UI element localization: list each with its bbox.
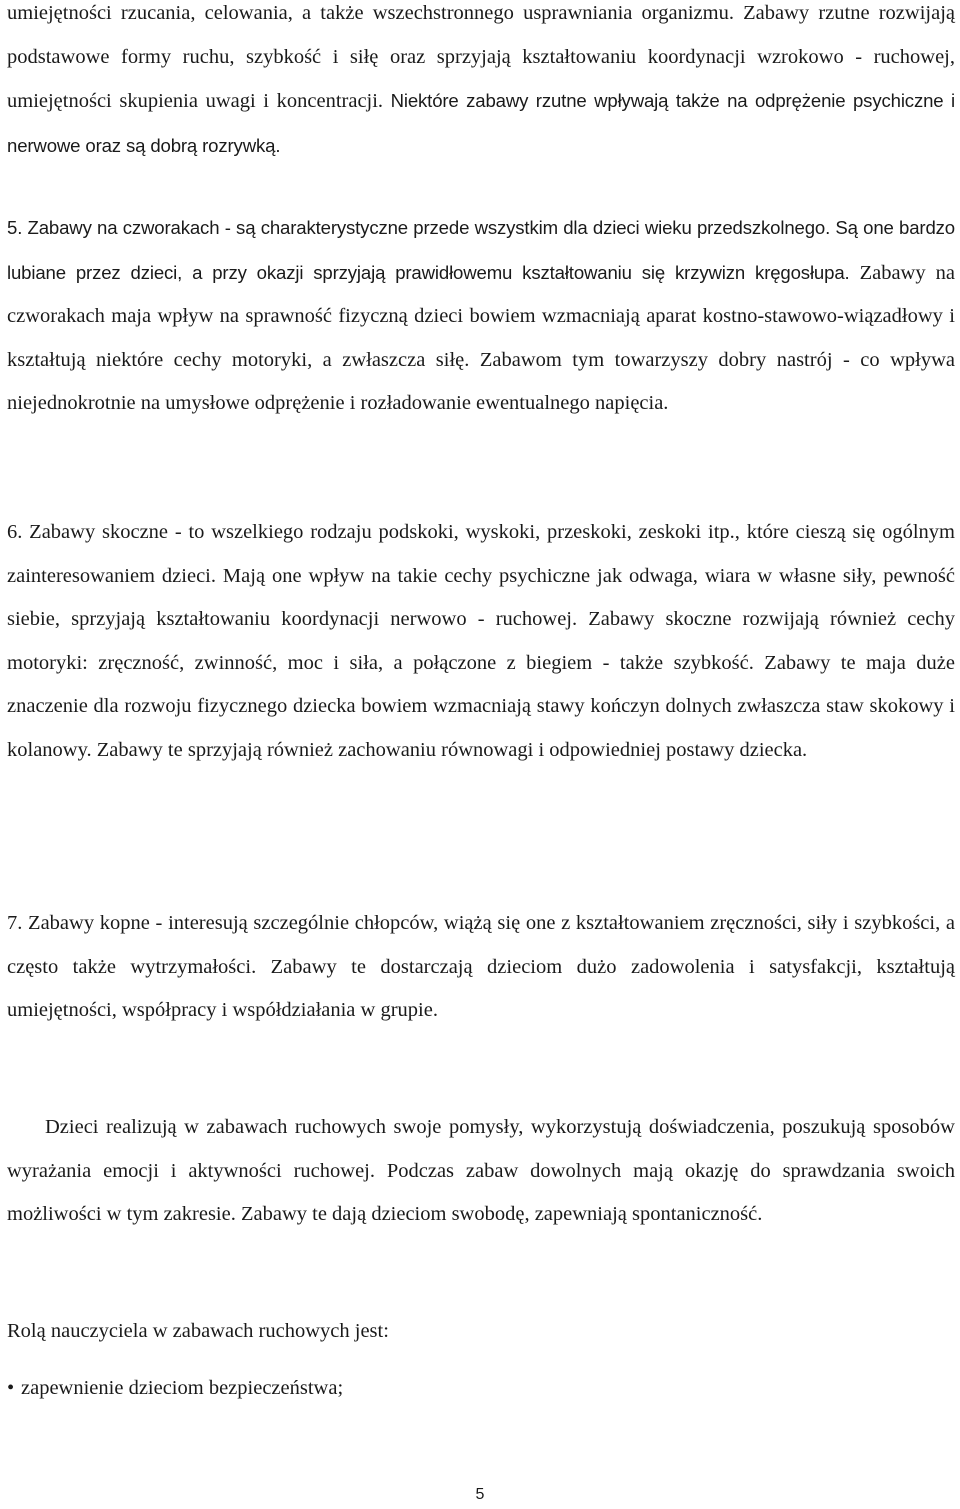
- paragraph-dzieci-realizuja: Dzieci realizują w zabawach ruchowych swoje pomysły, wykorzystują doświadczenia, poszukują sposobów wyrażania emocji i aktywności ruchowej. Podczas zabaw dowolnych mają okazję do sprawdzania swoich możliwości w tym zakresie. Zabawy te dają dzieciom swobodę, zapewniają spontaniczność.: [7, 1116, 955, 1226]
- text-segment: Niektóre zabawy rzutne wpływają także na odprężenie psychiczne i nerwowe oraz są dobrą rozrywką.: [7, 90, 955, 156]
- text-segment: Zabawy na czworakach maja wpływ na sprawność fizyczną dzieci bowiem wzmacniają aparat kostno-stawowo-wiązadłowy i kształtują niektóre cechy motoryki, a zwłaszcza siłę. Zabawom tym towarzyszy dobry nastrój - co wpływa niejednokrotnie na umysłowe odprężenie i rozładowanie ewentualnego napięcia.: [7, 261, 955, 415]
- text-segment: 5. Zabawy na czworakach - są charakterystyczne przede wszystkim dla dzieci wieku przedszkolnego. Są one bardzo lubiane przez dzieci, a przy okazji sprzyjają prawidłowemu kształtowaniu się krzywizn kręgosłupa.: [7, 217, 955, 283]
- paragraph-zabawy-na-czworakach: [7, 206, 955, 426]
- bullet-icon: •: [7, 1377, 15, 1399]
- paragraph-zabawy-kopne: 7. Zabawy kopne - interesują szczególnie chłopców, wiążą się one z kształtowaniem zręczności, siły i szybkości, a często także wytrzymałości. Zabawy te dostarczają dzieciom dużo zadowolenia i satysfakcji, kształtują umiejętności, współpracy i współdziałania w grupie.: [7, 912, 955, 1022]
- paragraph-zabawy-skoczne: 6. Zabawy skoczne - to wszelkiego rodzaju podskoki, wyskoki, przeskoki, zeskoki itp., które cieszą się ogólnym zainteresowaniem dzieci. Mają one wpływ na takie cechy psychiczne jak odwaga, wiara w własne siły, pewność siebie, sprzyjają kształtowaniu koordynacji nerwowo - ruchowej. Zabawy skoczne rozwijają również cechy motoryki: zręczność, zwinność, moc i siła, a połączone z biegiem - także szybkość. Zabawy te maja duże znaczenie dla rozwoju fizycznego dziecka bowiem wzmacniają stawy kończyn dolnych zwłaszcza staw skokowy i kolanowy. Zabawy te sprzyjają również zachowaniu równowagi i odpowiedniej postawy dziecka.: [7, 521, 955, 761]
- text-segment: umiejętności rzucania, celowania, a także wszechstronnego usprawniania organizmu. Zabawy rzutne rozwijają podstawowe formy ruchu, szybkość i siłę oraz sprzyjają kształtowaniu koordynacji wzrokowo - ruchowej, umiejętności skupienia uwagi i koncentracji.: [7, 2, 955, 113]
- bullet-item-text: zapewnienie dzieciom bezpieczeństwa;: [21, 1377, 344, 1399]
- paragraph-zabawy-rzutne-continued: [7, 0, 955, 168]
- page-number: 5: [475, 1486, 485, 1503]
- bullet-list-item: [7, 1367, 343, 1411]
- paragraph-rola-nauczyciela: Rolą nauczyciela w zabawach ruchowych jest:: [7, 1320, 389, 1342]
